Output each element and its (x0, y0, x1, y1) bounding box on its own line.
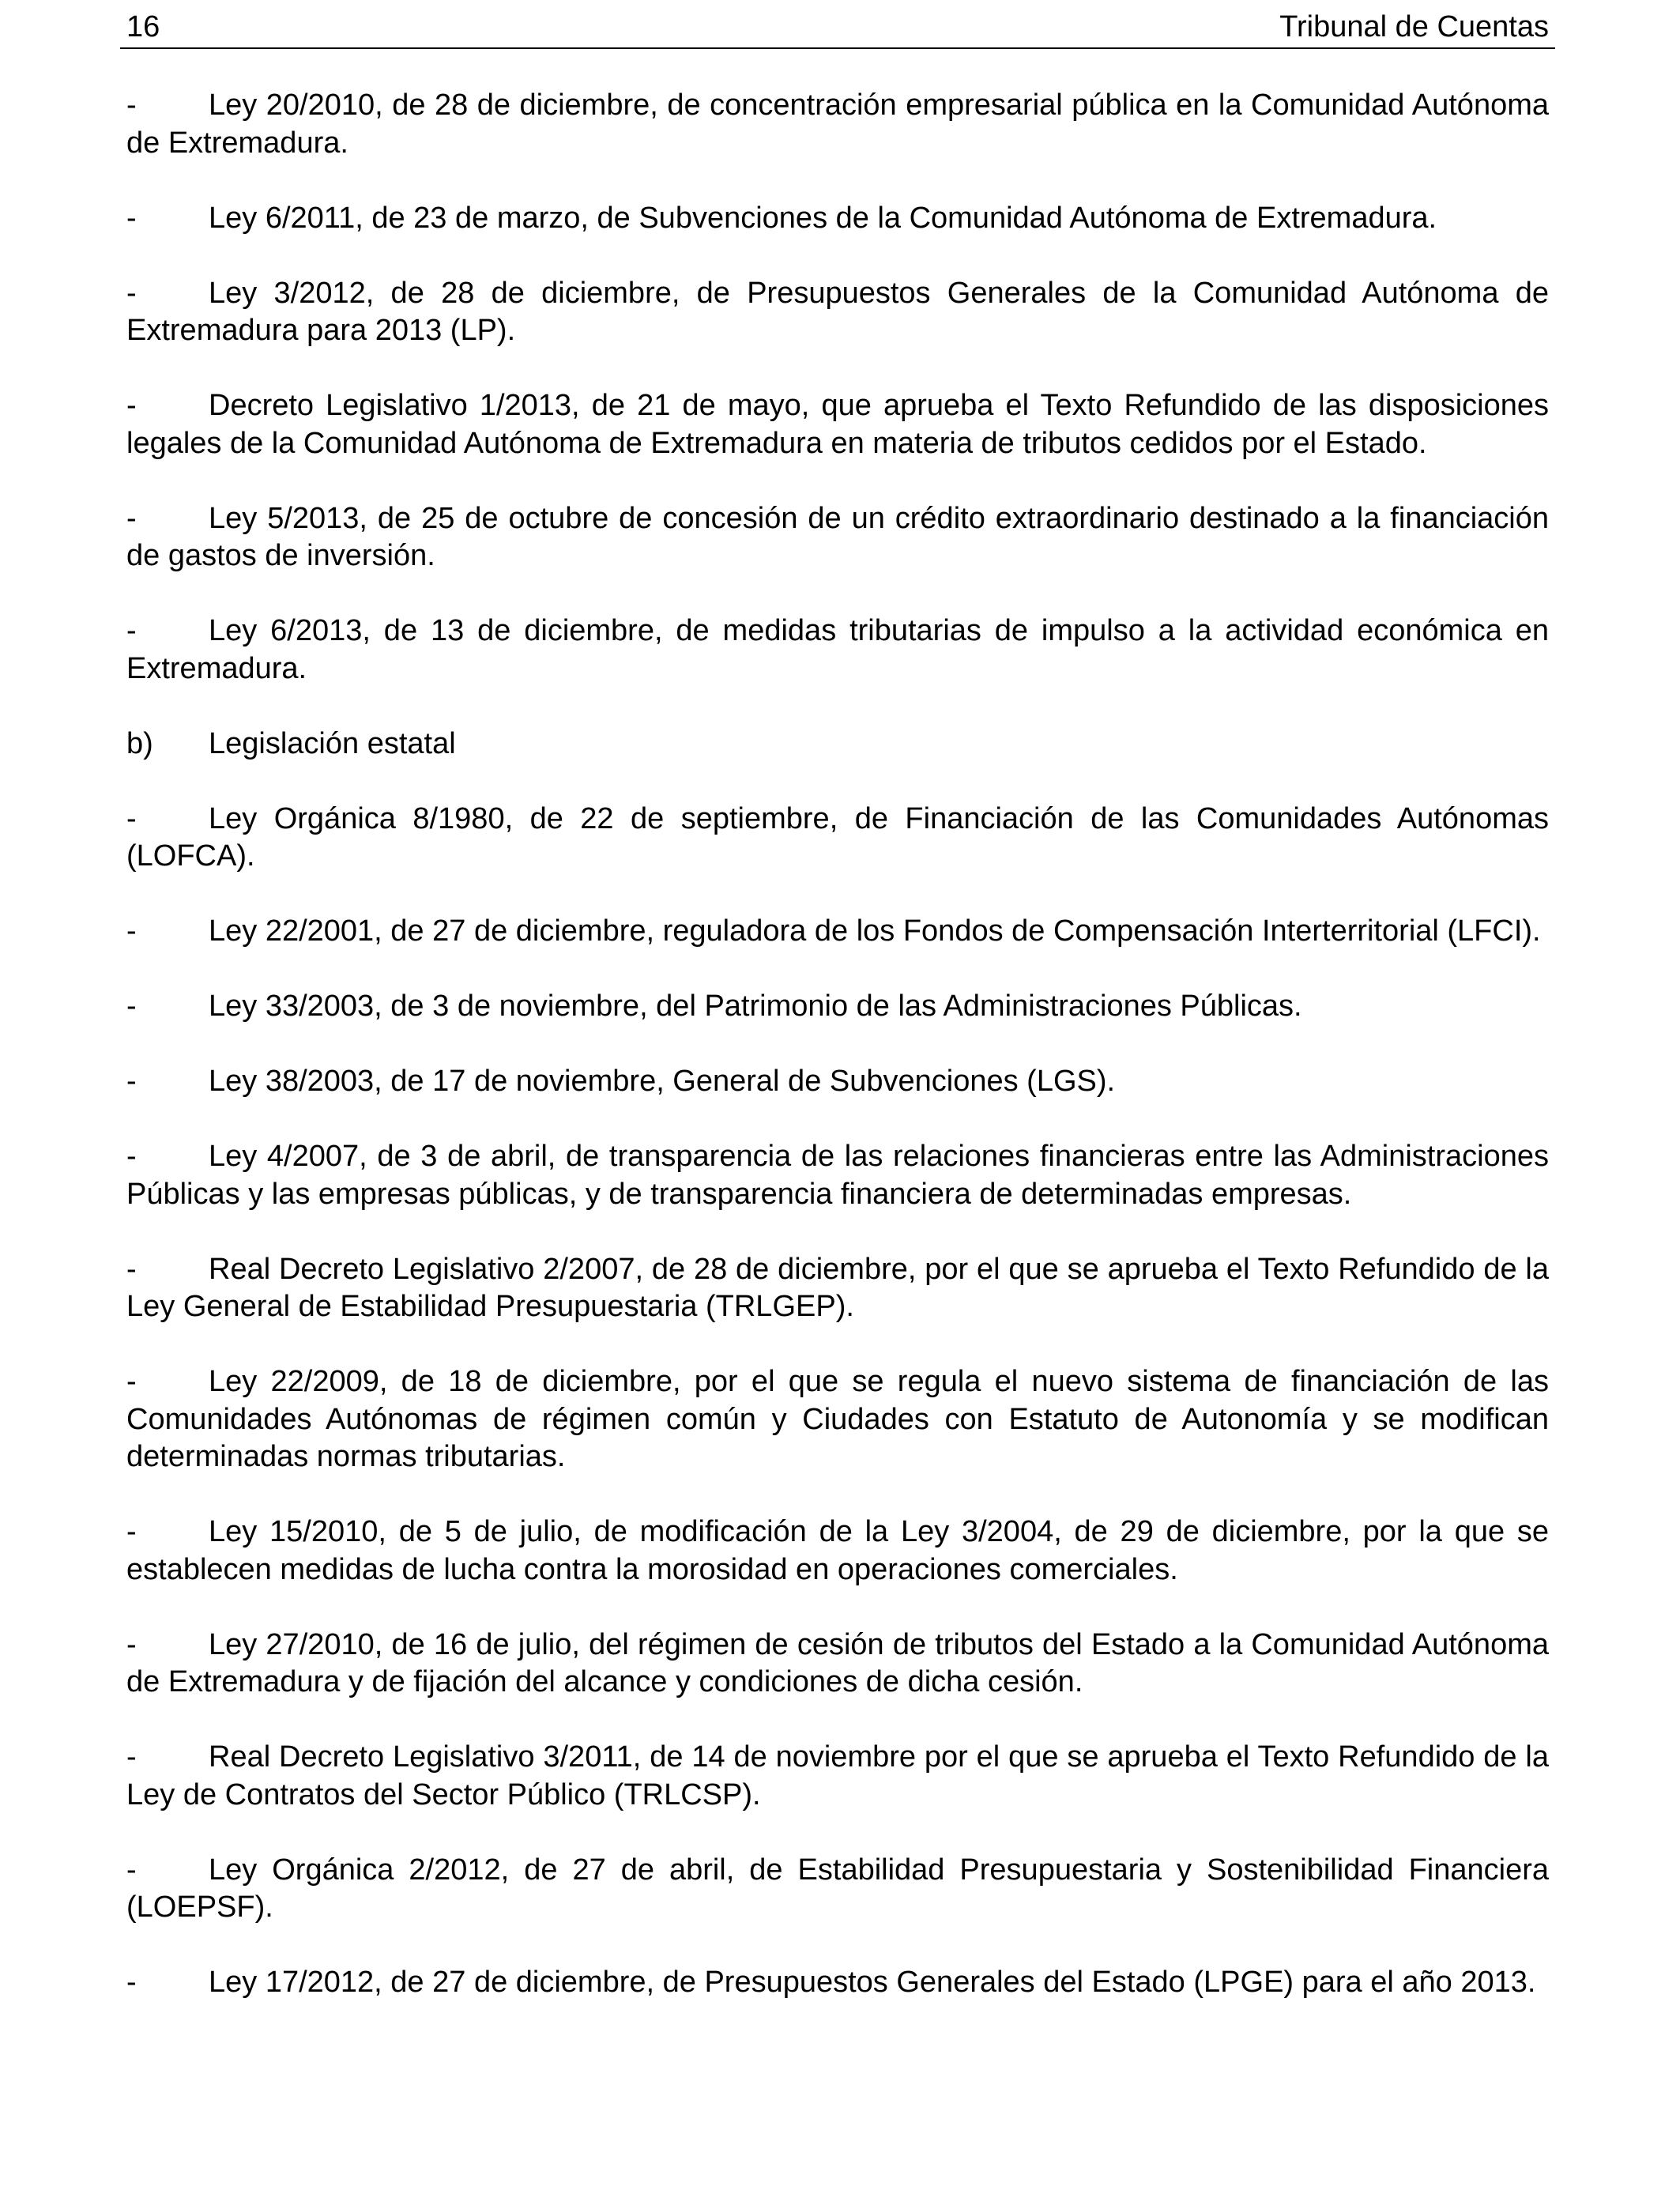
section-heading (126, 726, 1549, 763)
bullet-dash: - (126, 89, 137, 122)
list-item-text: Ley 22/2001, de 27 de diciembre, reguladora de los Fondos de Compensación Interterritorial (LFCI). (209, 914, 1541, 948)
list-item (126, 1251, 1549, 1326)
list-item-text: Ley 38/2003, de 17 de noviembre, General de Subvenciones (LGS). (209, 1065, 1116, 1098)
bullet-dash: - (126, 990, 137, 1023)
list-item-text: Ley 33/2003, de 3 de noviembre, del Patrimonio de las Administraciones Públicas. (209, 990, 1302, 1023)
list-item (126, 801, 1549, 876)
list-item (126, 1514, 1549, 1589)
list-item-text: Ley 22/2009, de 18 de diciembre, por el que se regula el nuevo sistema de financiación de las Comunidades Autónomas de régimen común y Ciudades con Estatuto de Autonomía y se modifican determinadas normas tributarias. (126, 1365, 1549, 1473)
list-item-text: Ley 3/2012, de 28 de diciembre, de Presupuestos Generales de la Comunidad Autónoma de Extremadura para 2013 (LP). (126, 276, 1549, 347)
bullet-dash: - (126, 201, 137, 235)
list-item (126, 200, 1549, 238)
bullet-dash: - (126, 1140, 137, 1173)
list-item-text: Ley 5/2013, de 25 de octubre de concesión de un crédito extraordinario destinado a la financiación de gastos de inversión. (126, 501, 1549, 572)
list-item-text: Ley 6/2011, de 23 de marzo, de Subvenciones de la Comunidad Autónoma de Extremadura. (209, 201, 1437, 235)
list-item (126, 1627, 1549, 1702)
bullet-dash: - (126, 614, 137, 647)
bullet-dash: - (126, 276, 137, 310)
bullet-dash: - (126, 1966, 137, 1999)
list-item-text: Ley Orgánica 2/2012, de 27 de abril, de Estabilidad Presupuestaria y Sostenibilidad Financiera (LOEPSF). (126, 1853, 1549, 1924)
list-item (126, 913, 1549, 951)
list-item-text: Ley 6/2013, de 13 de diciembre, de medidas tributarias de impulso a la actividad económica en Extremadura. (126, 614, 1549, 685)
bullet-dash: - (126, 1627, 137, 1661)
list-item (126, 275, 1549, 350)
list-item (126, 613, 1549, 688)
list-item (126, 87, 1549, 162)
list-item (126, 1852, 1549, 1927)
list-item (126, 1138, 1549, 1213)
bullet-dash: - (126, 1740, 137, 1774)
bullet-dash: - (126, 1515, 137, 1548)
list-item-text: Ley 27/2010, de 16 de julio, del régimen de cesión de tributos del Estado a la Comunidad Autónoma de Extremadura y de fijación del alcance y condiciones de dicha cesión. (126, 1627, 1549, 1698)
bullet-dash: - (126, 1365, 137, 1398)
list-item (126, 387, 1549, 462)
list-item (126, 1964, 1549, 2002)
list-item-text: Ley 15/2010, de 5 de julio, de modificación de la Ley 3/2004, de 29 de diciembre, por la que se establecen medidas de lucha contra la morosidad en operaciones comerciales. (126, 1515, 1549, 1586)
page-number: 16 (126, 10, 160, 43)
list-item-text: Decreto Legislativo 1/2013, de 21 de mayo, que aprueba el Texto Refundido de las disposiciones legales de la Comunidad Autónoma de Extremadura en materia de tributos cedidos por el Estado. (126, 389, 1549, 460)
list-item (126, 1739, 1549, 1814)
bullet-dash: - (126, 1853, 137, 1887)
bullet-dash: - (126, 389, 137, 422)
running-title: Tribunal de Cuentas (1279, 10, 1549, 43)
list-item-text: Ley Orgánica 8/1980, de 22 de septiembre, de Financiación de las Comunidades Autónomas (LOFCA). (126, 801, 1549, 873)
bullet-dash: - (126, 501, 137, 535)
list-item-text: Ley 17/2012, de 27 de diciembre, de Presupuestos Generales del Estado (LPGE) para el año 2013. (209, 1966, 1536, 1999)
list-item-text: Ley 4/2007, de 3 de abril, de transparencia de las relaciones financieras entre las Administraciones Públicas y las empresas públicas, y de transparencia financiera de determinadas empresas. (126, 1140, 1549, 1211)
section-heading-text: Legislación estatal (209, 726, 456, 760)
list-item (126, 988, 1549, 1026)
list-item (126, 500, 1549, 575)
list-item (126, 1363, 1549, 1476)
bullet-dash: - (126, 801, 137, 835)
list-item-text: Real Decreto Legislativo 2/2007, de 28 de diciembre, por el que se aprueba el Texto Refundido de la Ley General de Estabilidad Presupuestaria (TRLGEP). (126, 1252, 1549, 1323)
list-item-text: Real Decreto Legislativo 3/2011, de 14 de noviembre por el que se aprueba el Texto Refundido de la Ley de Contratos del Sector Público (TRLCSP). (126, 1740, 1549, 1811)
bullet-dash: - (126, 1065, 137, 1098)
list-item-text: Ley 20/2010, de 28 de diciembre, de concentración empresarial pública en la Comunidad Autónoma de Extremadura. (126, 89, 1549, 160)
section-letter: b) (126, 726, 153, 760)
bullet-dash: - (126, 914, 137, 948)
bullet-dash: - (126, 1252, 137, 1286)
page-header (120, 6, 1555, 49)
legislation-list (126, 87, 1549, 2039)
list-item (126, 1063, 1549, 1101)
